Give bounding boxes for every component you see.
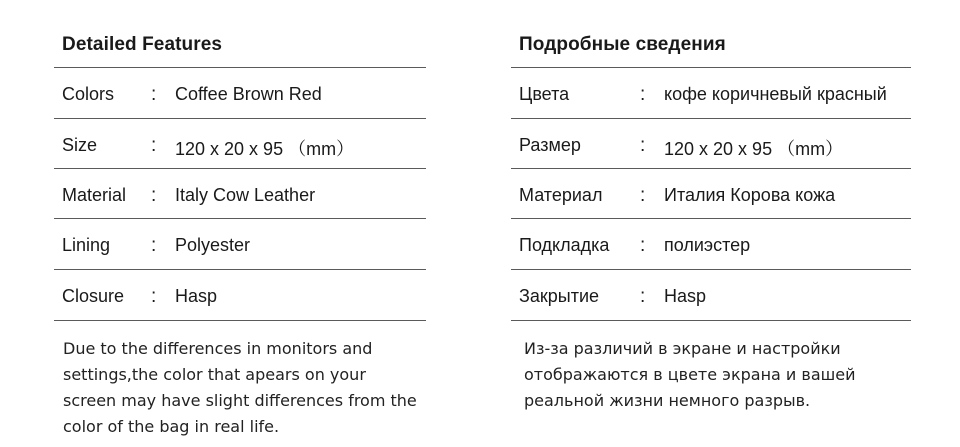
feature-row-material	[511, 168, 911, 219]
features-title: Подробные сведения	[519, 34, 726, 55]
feature-colon: :	[640, 185, 646, 206]
feature-row-colors	[54, 67, 426, 118]
feature-row-size	[511, 118, 911, 169]
color-disclaimer: Due to the differences in monitors and settings,the color that apears on your screen may have slight differences from the color of the bag in real life.	[63, 339, 417, 436]
feature-value: 120 x 20 x 95 （mm）	[664, 139, 844, 159]
feature-colon: :	[151, 235, 157, 256]
feature-value: Polyester	[175, 235, 251, 255]
color-disclaimer: Из-за различий в экране и настройки отображаются в цвете экрана и вашей реальной жизни немного разрыв.	[524, 339, 856, 410]
feature-colon: :	[640, 286, 646, 307]
feature-colon: :	[640, 235, 646, 256]
feature-row-lining	[511, 218, 911, 269]
feature-row-material	[54, 168, 426, 219]
feature-row-size	[54, 118, 426, 169]
feature-label: Colors	[62, 84, 115, 104]
feature-label: Material	[62, 185, 127, 205]
feature-value: полиэстер	[664, 235, 751, 255]
feature-colon: :	[151, 84, 157, 105]
feature-row-closure	[54, 269, 426, 321]
feature-colon: :	[640, 84, 646, 105]
feature-row-lining	[54, 218, 426, 269]
feature-label: Подкладка	[519, 235, 610, 255]
feature-label: Закрытие	[519, 286, 600, 306]
feature-colon: :	[151, 135, 157, 156]
feature-row-closure	[511, 269, 911, 321]
feature-label: Closure	[62, 286, 125, 306]
feature-label: Цвета	[519, 84, 570, 104]
feature-value: Италия Корова кожа	[664, 185, 836, 205]
feature-value: Italy Cow Leather	[175, 185, 316, 205]
feature-colon: :	[640, 135, 646, 156]
feature-value: Coffee Brown Red	[175, 84, 322, 104]
feature-label: Материал	[519, 185, 603, 205]
feature-colon: :	[151, 286, 157, 307]
feature-row-colors	[511, 67, 911, 118]
feature-label: Размер	[519, 135, 581, 155]
feature-value: Hasp	[664, 286, 707, 306]
feature-value: Hasp	[175, 286, 218, 306]
feature-value: 120 x 20 x 95 （mm）	[175, 139, 355, 159]
feature-label: Lining	[62, 235, 111, 255]
feature-value: кофе коричневый красный	[664, 84, 887, 104]
feature-colon: :	[151, 185, 157, 206]
feature-label: Size	[62, 135, 98, 155]
features-title: Detailed Features	[62, 34, 223, 55]
